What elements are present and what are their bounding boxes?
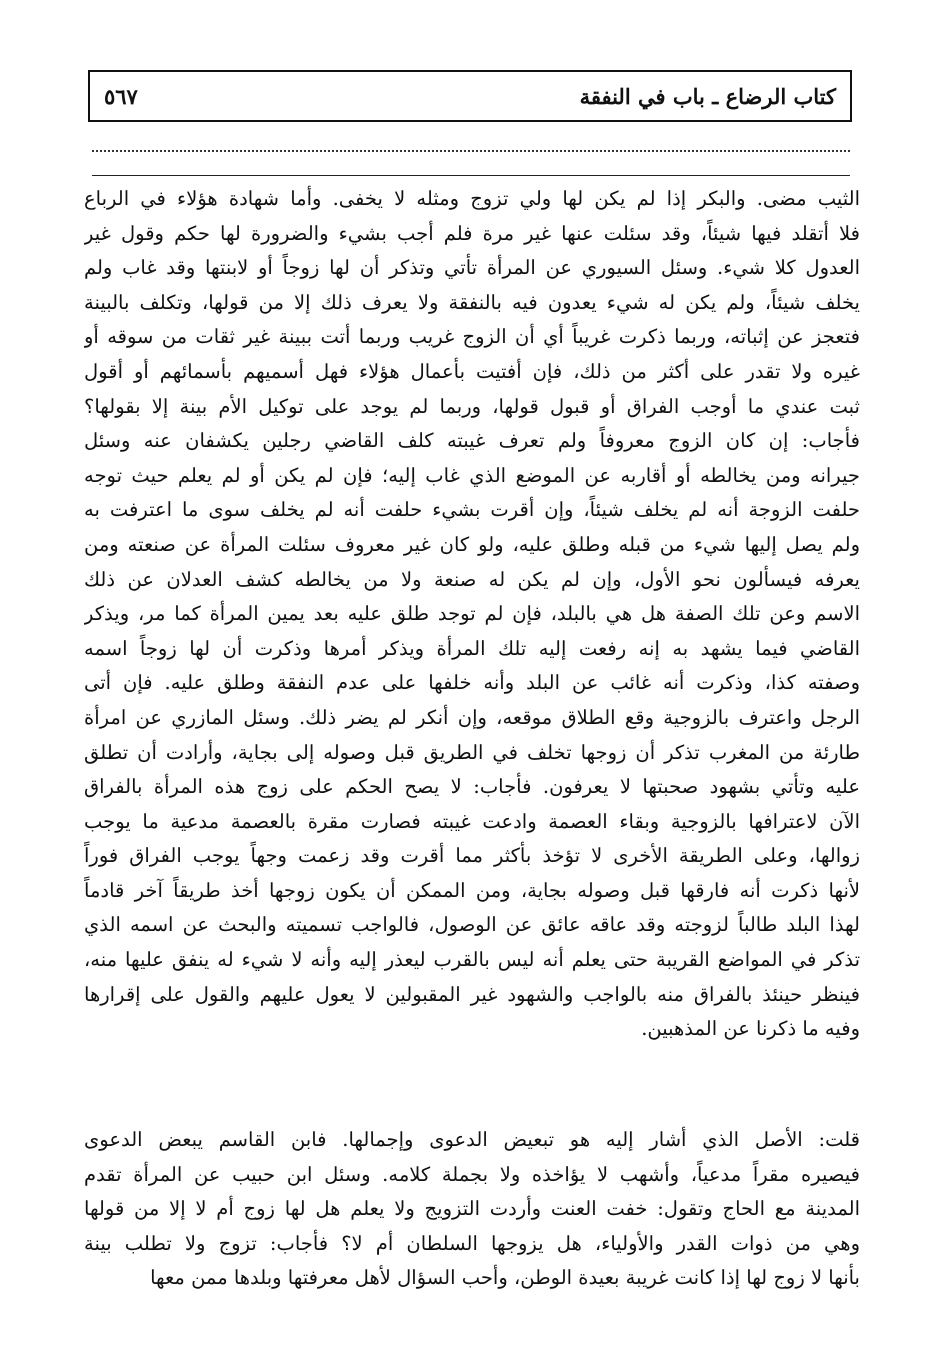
text-line: فيصيره مقراً مدعياً، وأشهب لا يؤاخذه ولا بجملة كلامه. وسئل ابن حبيب عن المرأة تقدم [84,1162,860,1186]
running-header [88,70,852,122]
text-line: وصفته كذا، وذكرت أنه غائب عن البلد وأنه خلفها على عدم النفقة وطلق عليه. فإن أتى [84,671,860,695]
text-line: ولم يصل إليها شيء من قبله وطلق عليه، ولو كان غير معروف سئلت المرأة عن صنعته ومن [84,532,860,556]
text-line: عليه وتأتي بشهود صحبتها لا يعرفون. فأجاب: لا يصح الحكم على زوج هذه المرأة بالفراق [84,775,860,799]
text-line: القاضي فيما يشهد به إنه رفعت إليه تلك المرأة ويذكر أمرها وذكرت أن لها زوجاً اسمه [84,636,860,660]
text-line: يخلف شيئاً، ولم يكن له شيء يعدون فيه بالنفقة ولا يعرف ذلك إلا من قولها، وتكلف بالبينة [84,290,860,314]
text-line: غيره ولا تقدر على أكثر من ذلك، فإن أفتيت بأعمال هؤلاء فهل أسميهم بأسمائهم أو أقول [84,359,860,383]
text-line: فتعجز عن إثباته، وربما ذكرت غريباً أي أن الزوج غريب وربما أتت ببينة غير ثقات من سوقه أو [84,325,860,349]
text-line: تذكر في المواضع القريبة حتى يعلم أنه ليس بالقرب ليعذر إليه وأنه لا شيء له ينفق عليها منه، [84,948,860,972]
text-line: لأنها ذكرت أنه فارقها قبل وصوله بجاية، ومن الممكن أن يكون زوجها أخذ طريقاً آخر قادماً [84,878,860,902]
text-line: فلا أتقلد فيها شيئاً، وقد سئلت عنها غير مرة فلم أجب بشيء والضرورة لها حكم وقول غير [84,221,860,245]
text-line: حلفت الزوجة أنه لم يخلف شيئاً، وإن أقرت بشيء حلفت أنه لم يخلف سوى ما اعترفت به [84,498,860,522]
text-line: زوالها، وعلى الطريقة الأخرى لا تؤخذ بأكثر مما أقرت وقد زعمت وجهاً يوجب الفراق فوراً [84,844,860,868]
text-line: بأنها لا زوج لها إذا كانت غريبة بعيدة الوطن، وأحب السؤال لأهل معرفتها وبلدها ممن معها [150,1266,860,1290]
text-line: وهي من ذوات القدر والأولياء، هل يزوجها السلطان أم لا؟ فأجاب: تزوج ولا تطلب بينة [84,1231,860,1255]
dotted-rule [92,150,850,152]
text-line: فأجاب: إن كان الزوج معروفاً ولم تعرف غيبته كلف القاضي رجلين يكشفان عنه وسئل [84,429,860,453]
text-line: العدول كلا شيء. وسئل السيوري عن المرأة تأتي وتذكر أن لها زوجاً أو لابنتها وقد غاب ولم [84,256,860,280]
text-line: طارئة من المغرب تذكر أن زوجها تخلف في الطريق قبل وصوله إلى بجاية، وأرادت أن تطلق [84,740,860,764]
page-number: ٥٦٧ [104,84,138,109]
text-line: وفيه ما ذكرنا عن المذهبين. [641,1017,860,1041]
text-line: يعرفه فيسألون نحو الأول، وإن لم يكن له صنعة ولا من يخالطه كشف العدلان عن ذلك [84,567,860,591]
text-line: المدينة مع الحاج وتقول: خفت العنت وأردت التزويج ولا يعلم هل لها زوج أم لا إلا من قولها [84,1197,860,1221]
text-line: الاسم وعن تلك الصفة هل هي بالبلد، فإن لم توجد طلق عليه بعد يمين المرأة كما مر، ويذكر [84,602,860,626]
text-line: فينظر حينئذ بالفراق منه بالواجب والشهود غير المقبولين لا يعول عليهم والقول على إقرارها [84,982,860,1006]
body-paragraph-1 [84,182,860,1047]
text-line: لهذا البلد طالباً لزوجته وقد عاقه عائق عن الوصول، فالواجب تسميته والبحث عن اسمه الذي [84,913,860,937]
running-title: كتاب الرضاع ـ باب في النفقة [579,84,836,109]
text-line: قلت: الأصل الذي أشار إليه هو تبعيض الدعوى وإجمالها. فابن القاسم يبعض الدعوى [84,1128,860,1151]
text-line: الرجل واعترف بالزوجية وقع الطلاق موقعه، وإن أنكر لم يضر ذلك. وسئل المازري عن امرأة [84,705,860,729]
text-line: الثيب مضى. والبكر إذا لم يكن لها ولي تزوج ومثله لا يخفى. وأما شهادة هؤلاء في الرباع [84,187,860,210]
body-paragraph-2 [84,1123,860,1296]
text-line: ثبت عندي ما أوجب الفراق أو قبول قولها، وربما لم يوجد على توكيل الأم بينة إلا بقولها؟ [84,394,860,418]
text-line: الآن لاعترافها بالزوجية وبقاء العصمة وادعت غيبته فصارت مقرة بالعصمة مدعية ما يوجب [84,809,860,833]
separator-rule [92,175,850,176]
text-line: جيرانه ومن يخالطه أو أقاربه عن الموضع الذي غاب إليه؛ فإن لم يكن أو لم يعلم حيث توجه [84,463,860,487]
